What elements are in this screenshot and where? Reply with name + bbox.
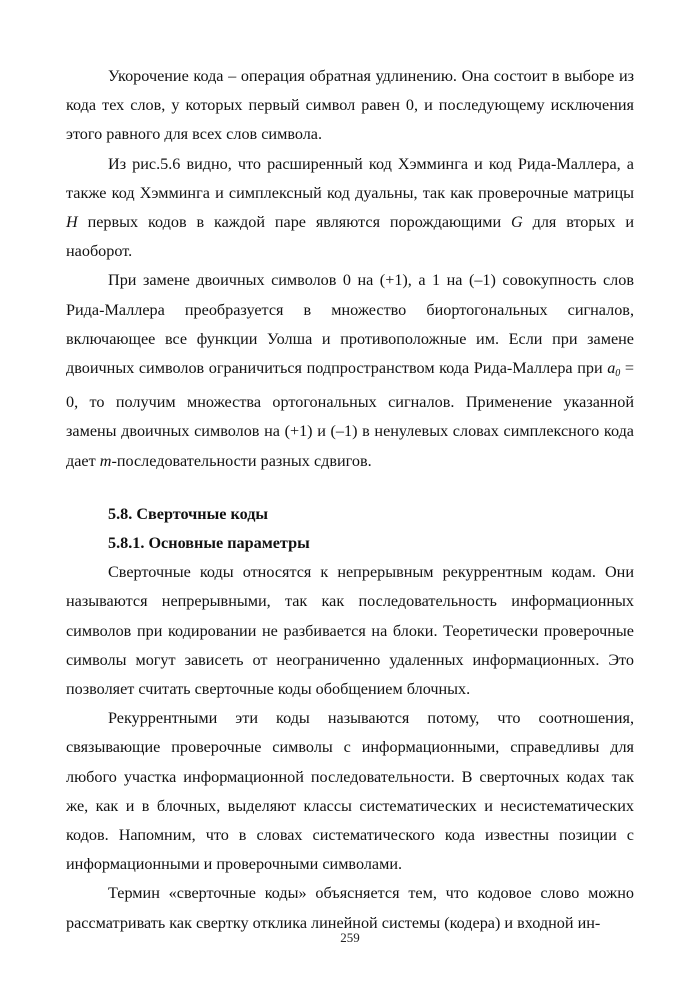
biorthogonal-text-2: , то получим множества ортогональных сигналов. Применение указанной замены двоичных символов на (+1) и (–1) в ненулевых словах симплексного кода дает — [66, 393, 634, 470]
matrix-h-symbol: H — [66, 213, 78, 232]
biorthogonal-text-3: -последовательности разных сдвигов. — [111, 451, 372, 470]
text-body — [66, 62, 634, 938]
paragraph-convolutional-intro: Сверточные коды относятся к непрерывным рекуррентным кодам. Они называются непрерывными, так как последовательность информационных символов при кодировании не разбивается на блоки. Теоретически проверочные символы могут зависеть от неограниченно удаленных информационных. Это позволяет считать сверточные коды обобщением блочных. — [66, 563, 634, 699]
section-heading: 5.8. Сверточные коды — [108, 504, 269, 523]
duality-text-1: Из рис.5.6 видно, что расширенный код Хэмминга и код Рида-Маллера, а также код Хэмминга и симплексный код дуальны, так как проверочные матрицы — [66, 154, 634, 202]
paragraph-shortening: Укорочение кода – операция обратная удлинению. Она состоит в выборе из кода тех слов, у которых первый символ равен 0, и последующему исключения этого равного для всех слов символа. — [66, 67, 634, 144]
math-equals-zero: = 0 — [66, 359, 635, 412]
math-a-variable: a — [607, 359, 616, 378]
subsection-heading: 5.8.1. Основные параметры — [108, 534, 310, 553]
paragraph-duality — [66, 150, 634, 267]
paragraph-term: Термин «сверточные коды» объясняется тем, что кодовое слово можно рассматривать как свертку отклика линейной системы (кодера) и входной ин- — [66, 884, 634, 932]
paragraph-biorthogonal — [66, 266, 634, 475]
duality-text-2: первых кодов в каждой паре являются порождающими — [77, 213, 512, 232]
math-a-subscript: 0 — [615, 368, 621, 380]
matrix-g-symbol: G — [511, 213, 523, 232]
duality-text-3: для вторых и наоборот. — [66, 213, 634, 261]
page-number: 259 — [340, 930, 360, 945]
biorthogonal-text-1: При замене двоичных символов 0 на (+1), а 1 на (–1) совокупность слов Рида-Маллера преобразуется в множество биортогональных сигналов, включающее все функции Уолша и противоположные им. Если при замене двоичных символов ограничиться подпространством кода Рида-Маллера при — [66, 271, 634, 378]
paragraph-recurrent: Рекуррентными эти коды называются потому, что соотношения, связывающие проверочные символы с информационными, справедливы для любого участка информационной последовательности. В сверточных кодах так же, как и в блочных, выделяют классы систематических и несистематических кодов. Напомним, что в словах систематического кода известны позиции с информационными и проверочными символами. — [66, 709, 634, 874]
math-m-symbol: m — [99, 451, 112, 470]
